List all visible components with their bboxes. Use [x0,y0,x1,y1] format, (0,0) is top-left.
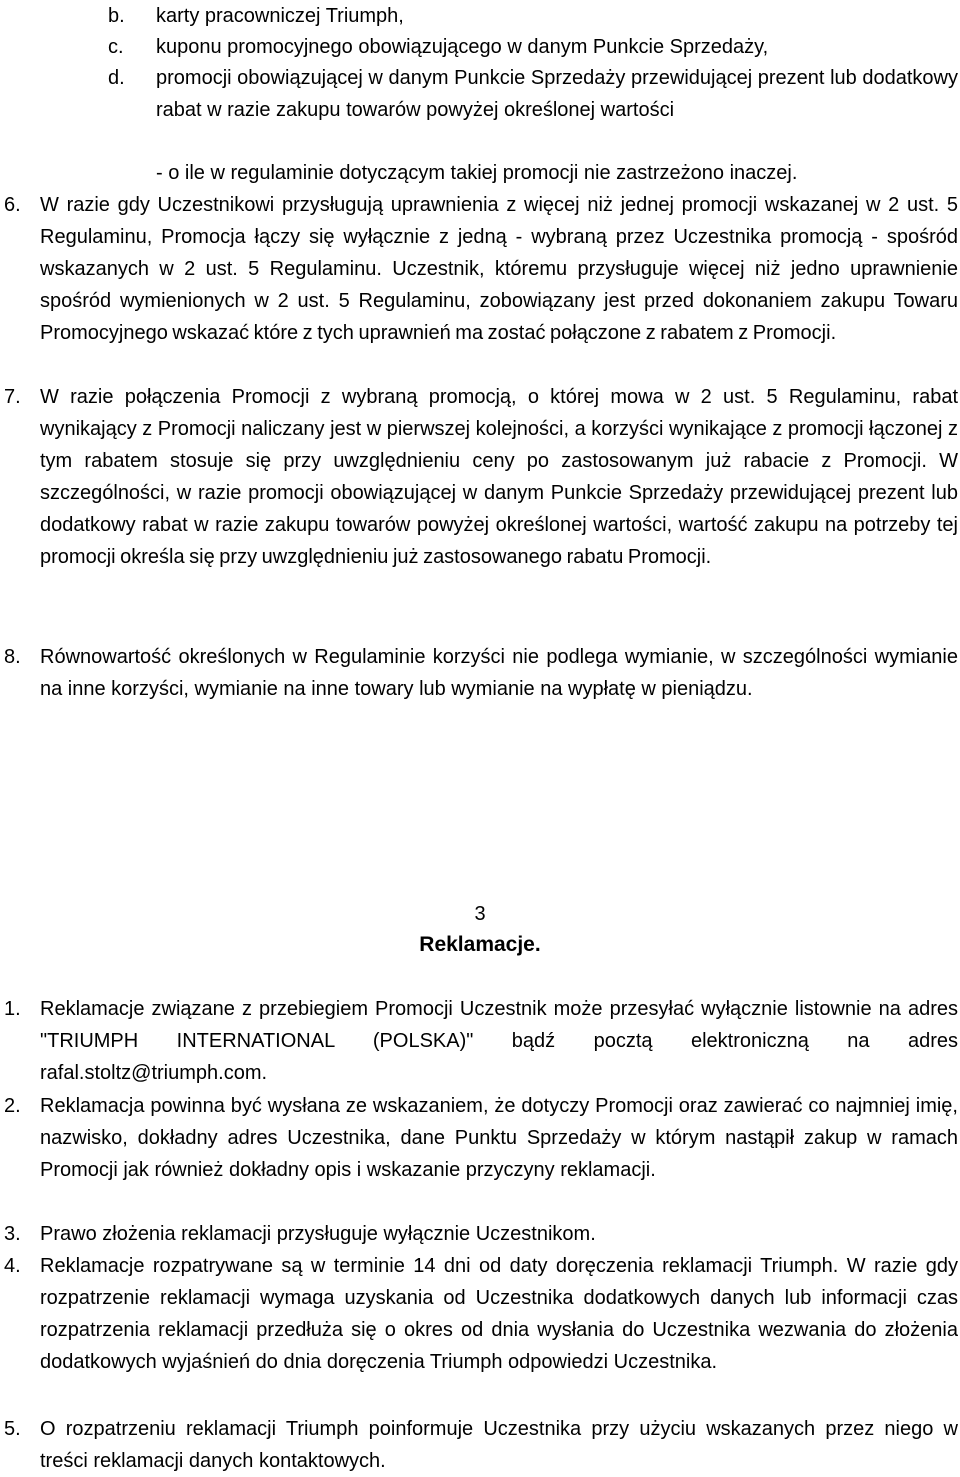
sub-item-text: kuponu promocyjnego obowiązującego w danym Punkcie Sprzedaży, [156,36,769,58]
paragraph-text: O rozpatrzeniu reklamacji Triumph poinformuje Uczestnika przy użyciu wskazanych przez niego w treści reklamacji danych kontaktowych. [40,1418,958,1472]
sub-note-text: - o ile w regulaminie dotyczącym takiej promocji nie zastrzeżono inaczej. [156,162,798,184]
sub-item-label: b. [108,5,125,27]
paragraph-number: 3. [4,1223,21,1245]
sub-item-text: karty pracowniczej Triumph, [156,5,404,27]
paragraph-text: Równowartość określonych w Regulaminie korzyści nie podlega wymianie, w szczególności wymianie na inne korzyści, wymianie na inne towary lub wymianie na wypłatę w pieniądzu. [40,646,958,700]
paragraph-text: W razie połączenia Promocji z wybraną promocją, o której mowa w 2 ust. 5 Regulaminu, rabat wynikający z Promocji naliczany jest w pierwszej kolejności, a korzyści wynikające z promocji łączonej z tym rabatem stosuje się przy uwzględnieniu ceny po zastosowanym już rabacie z Promocji. W szczególności, w razie promocji obowiązującej w danym Punkcie Sprzedaży przewidującej prezent lub dodatkowy rabat w razie zakupu towarów powyżej określonej wartości, wartość zakupu na potrzeby tej promocji określa się przy uwzględnieniu już zastosowanego rabatu Promocji. [40,386,958,568]
paragraph-text: Reklamacje rozpatrywane są w terminie 14 dni od daty doręczenia reklamacji Triumph. W razie gdy rozpatrzenie reklamacji wymaga uzyskania od Uczestnika dodatkowych danych lub informacji czas rozpatrzenia reklamacji przedłuża się o okres od dnia wysłania do Uczestnika wezwania do złożenia dodatkowych wyjaśnień do dnia doręczenia Triumph odpowiedzi Uczestnika. [40,1255,958,1373]
paragraph-text: Reklamacje związane z przebiegiem Promocji Uczestnik może przesyłać wyłącznie listownie na adres "TRIUMPH INTERNATIONAL (POLSKA)" bądź pocztą elektroniczną na adres rafal.stoltz@triumph.com. [40,998,958,1084]
paragraph-text: Reklamacja powinna być wysłana ze wskazaniem, że dotyczy Promocji oraz zawierać co najmniej imię, nazwisko, dokładny adres Uczestnika, dane Punktu Sprzedaży w którym nastąpił zakup w ramach Promocji jak również dokładny opis i wskazanie przyczyny reklamacji. [40,1095,958,1181]
paragraph-number: 2. [4,1095,21,1117]
paragraph-text: Prawo złożenia reklamacji przysługuje wyłącznie Uczestnikom. [40,1223,596,1245]
sub-item-label: d. [108,67,125,89]
sub-item-label: c. [108,36,124,58]
section-title: Reklamacje. [419,933,541,956]
paragraph-number: 6. [4,194,21,216]
sub-item-text: promocji obowiązującej w danym Punkcie Sprzedaży przewidującej prezent lub dodatkowy rabat w razie zakupu towarów powyżej określonej wartości [156,67,958,121]
paragraph-number: 8. [4,646,21,668]
paragraph-number: 5. [4,1418,21,1440]
paragraph-text: W razie gdy Uczestnikowi przysługują uprawnienia z więcej niż jednej promocji wskazanej w 2 ust. 5 Regulaminu, Promocja łączy się wyłącznie z jedną - wybraną przez Uczestnika promocją - spośród wskazanych w 2 ust. 5 Regulaminu. Uczestnik, któremu przysługuje więcej niż jedno uprawnienie spośród wymienionych w 2 ust. 5 Regulaminu, zobowiązany jest przed dokonaniem zakupu Towaru Promocyjnego wskazać które z tych uprawnień ma zostać połączone z rabatem z Promocji. [40,194,958,344]
paragraph-number: 4. [4,1255,21,1277]
paragraph-number: 7. [4,386,21,408]
paragraph-number: 1. [4,998,21,1020]
section-mark: 3 [474,903,486,925]
